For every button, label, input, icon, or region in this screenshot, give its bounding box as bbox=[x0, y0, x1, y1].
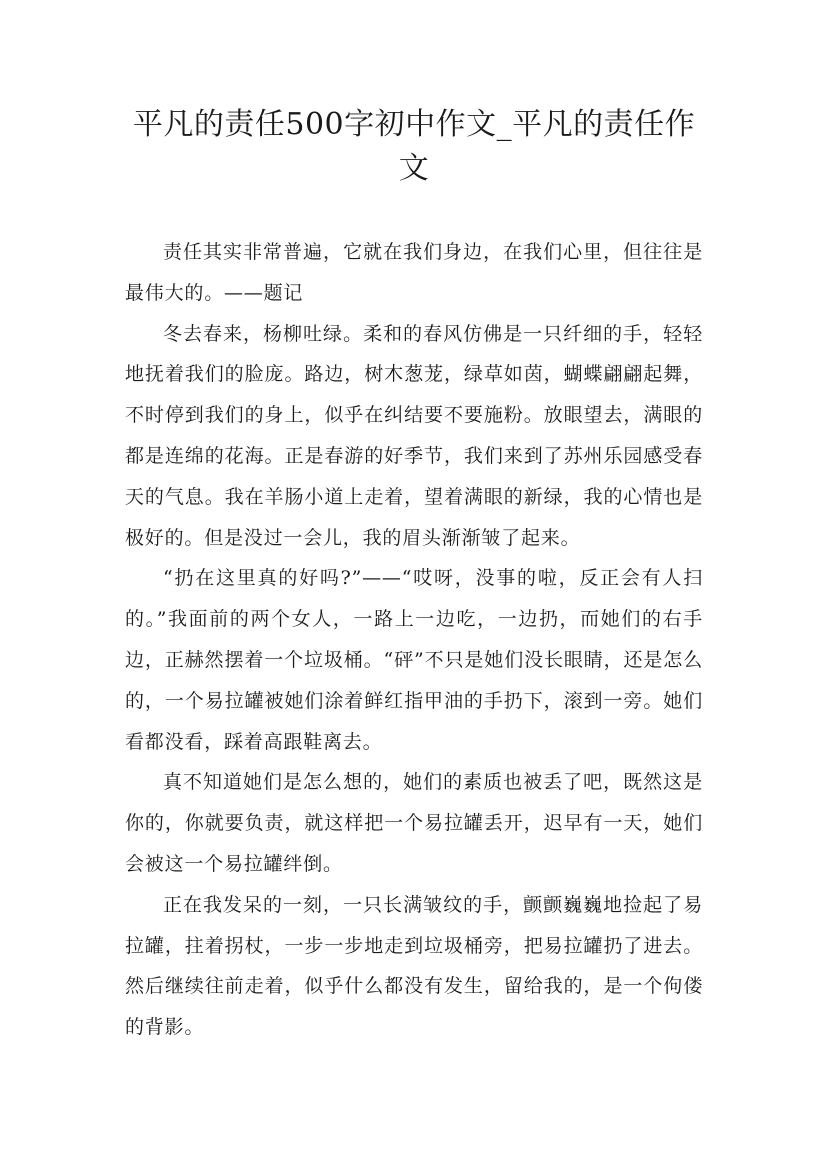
paragraph-epigraph: 责任其实非常普遍，它就在我们身边，在我们心里，但往往是最伟大的。——题记 bbox=[125, 241, 703, 304]
paragraph-reflection: 真不知道她们是怎么想的，她们的素质也被丢了吧，既然这是你的，你就要负责，就这样把一个易拉罐丢开，迟早有一天，她们会被这一个易拉罐绊倒。 bbox=[125, 771, 703, 875]
paragraph-spring-scene: 冬去春来，杨柳吐绿。柔和的春风仿佛是一只纤细的手，轻轻地抚着我们的脸庞。路边，树木葱茏，绿草如茵，蝴蝶翩翩起舞，不时停到我们的身上，似乎在纠结要不要施粉。放眼望去，满眼的都是连绵的花海。正是春游的好季节，我们来到了苏州乐园感受春天的气息。我在羊肠小道上走着，望着满眼的新绿，我的心情也是极好的。但是没过一会儿，我的眉头渐渐皱了起来。 bbox=[125, 322, 703, 549]
paragraph-old-person: 正在我发呆的一刻，一只长满皱纹的手，颤颤巍巍地捡起了易拉罐，拄着拐杖，一步一步地走到垃圾桶旁，把易拉罐扔了进去。然后继续往前走着，似乎什么都没有发生，留给我的，是一个佝偻的背影。 bbox=[125, 893, 703, 1039]
paragraph-littering-women: “扔在这里真的好吗?”——“哎呀，没事的啦，反正会有人扫的。”我面前的两个女人，一路上一边吃，一边扔，而她们的右手边，正赫然摆着一个垃圾桶。“砰”不只是她们没长眼睛，还是怎么的，一个易拉罐被她们涂着鲜红指甲油的手扔下，滚到一旁。她们看都没看，踩着高跟鞋离去。 bbox=[125, 567, 703, 753]
document-title: 平凡的责任500字初中作文_平凡的责任作文 bbox=[132, 107, 696, 186]
document-body bbox=[125, 232, 703, 1048]
